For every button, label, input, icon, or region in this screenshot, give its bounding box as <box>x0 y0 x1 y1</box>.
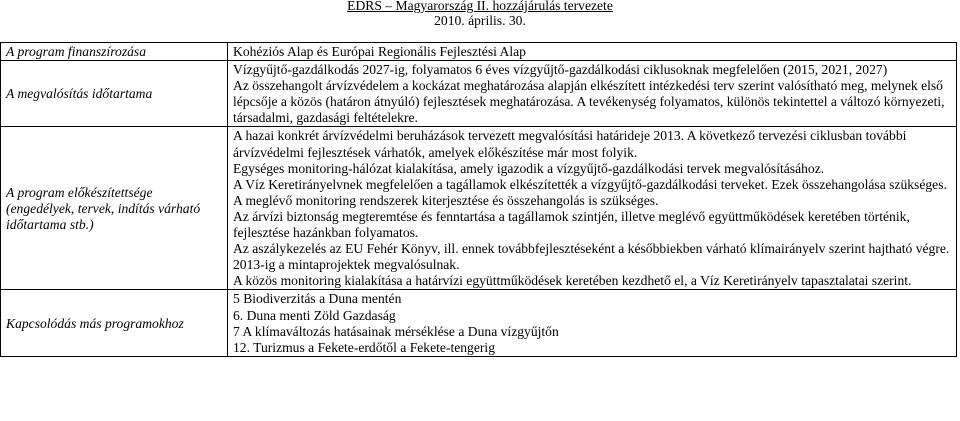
paragraph: 7 A klímaváltozás hatásainak mérséklése a Duna vízgyűjtőn <box>233 323 559 339</box>
document-header <box>0 0 960 28</box>
paragraph: Egységes monitoring-hálózat kialakítása, amely igazodik a vízgyűjtő-gazdálkodási tervek megvalósításához. <box>233 160 825 176</box>
row-content <box>228 43 957 61</box>
table-row <box>1 61 957 127</box>
paragraph: 5 Biodiverzitás a Duna mentén <box>233 291 402 307</box>
paragraph: A közös monitoring kialakítása a határvízi együttműködések keretében kezdhető el, a Víz Keretirányelv tapasztalatai szerint. <box>233 273 912 289</box>
paragraph: Az összehangolt árvízvédelem a kockázat meghatározása alapján elkészített intézkedési terv szerint valósítható meg, melynek első lépcsője a közös (határon átnyúló) fejlesztések meghatározása. A tevékenység folyamatos, különös tekintettel a változó környezeti, társadalmi, gazdasági feltételekre. <box>233 78 945 126</box>
row-content <box>228 290 957 356</box>
paragraph: A Víz Keretirányelvnek megfelelően a tagállamok elkészítették a vízgyűjtő-gazdálkodási terveket. Ezek összehangolása szükséges. A meglévő monitoring rendszerek kiterjesztése és összehangolás is szükséges. <box>233 176 947 208</box>
paragraph: A hazai konkrét árvízvédelmi beruházások tervezett megvalósítási határideje 2013. A következő tervezési ciklusban további árvízvédelmi fejlesztések várhatók, amelyek előkészítése már most folyik. <box>233 128 907 160</box>
paragraph: 6. Duna menti Zöld Gazdaság <box>233 307 396 323</box>
paragraph: Vízgyűjtő-gazdálkodás 2027-ig, folyamatos 6 éves vízgyűjtő-gazdálkodási ciklusoknak megfelelően (2015, 2021, 2027) <box>233 62 888 78</box>
row-content <box>228 61 957 127</box>
row-label: A program előkészítettsége (engedélyek, tervek, indítás várható időtartama stb.) <box>1 127 228 290</box>
table-row <box>1 290 957 356</box>
paragraph: 12. Turizmus a Fekete-erdőtől a Fekete-tengerig <box>233 339 495 355</box>
row-content <box>228 127 957 290</box>
document-title: EDRS – Magyarország II. hozzájárulás tervezete <box>347 0 613 13</box>
paragraph: Az aszálykezelés az EU Fehér Könyv, ill. ennek továbbfejlesztéseként a későbbiekben várható klímairányelv szerint hajtható végre. 2013-ig a mintaprojektek megvalósulnak. <box>233 241 950 273</box>
row-label: A megvalósítás időtartama <box>1 61 228 127</box>
row-label: A program finanszírozása <box>1 43 228 61</box>
paragraph: Kohéziós Alap és Európai Regionális Fejlesztési Alap <box>233 44 526 59</box>
document-date: 2010. április. 30. <box>434 13 526 28</box>
table-row <box>1 127 957 290</box>
table-row <box>1 43 957 61</box>
paragraph: Az árvízi biztonság megteremtése és fenntartása a tagállamok szintjén, illetve meglévő együttműködések keretében történik, fejlesztése hazánkban folyamatos. <box>233 208 910 241</box>
row-label: Kapcsolódás más programokhoz <box>1 290 228 356</box>
program-table <box>0 42 957 357</box>
